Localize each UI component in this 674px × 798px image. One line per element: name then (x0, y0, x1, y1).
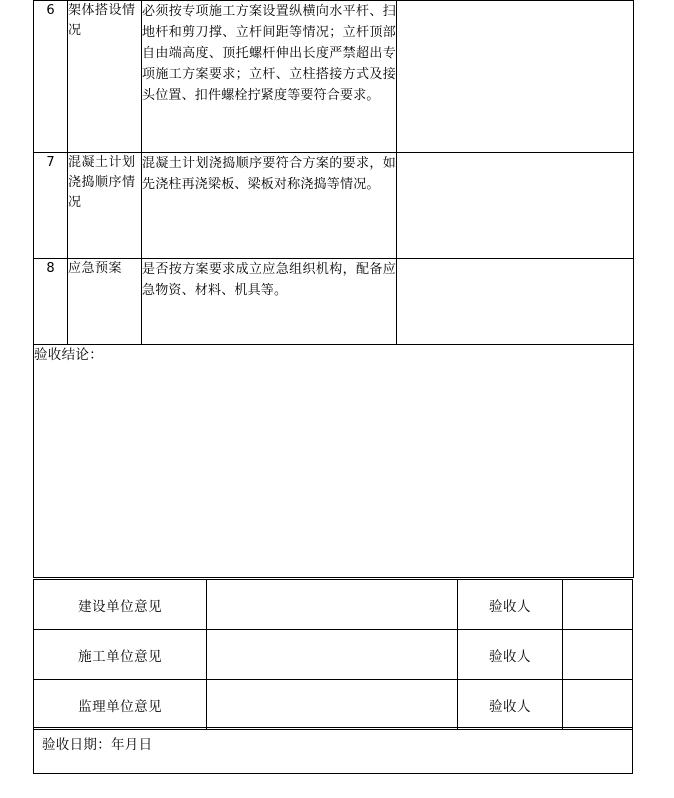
row-result[interactable] (397, 1, 634, 153)
signature-row (34, 630, 633, 680)
row-requirement: 是否按方案要求成立应急组织机构，配备应急物资、材料、机具等。 (142, 259, 397, 345)
table-row (34, 1, 634, 153)
row-number: 6 (34, 1, 68, 153)
signature-opinion-field[interactable] (207, 680, 457, 730)
signature-table (33, 579, 633, 730)
signature-row (34, 580, 633, 630)
row-item-name: 混凝土计划浇捣顺序情况 (68, 153, 142, 259)
row-result[interactable] (397, 153, 634, 259)
inspection-table (33, 0, 634, 578)
signature-field[interactable] (563, 680, 633, 730)
signature-opinion-field[interactable] (207, 580, 457, 630)
row-requirement: 必须按专项施工方案设置纵横向水平杆、扫地杆和剪刀撑、立杆间距等情况；立杆顶部自由端高度、顶托螺杆伸出长度严禁超出专项施工方案要求；立杆、立柱搭接方式及接头位置、扣件螺栓拧紧度等要符合要求。 (142, 1, 397, 153)
signature-field[interactable] (563, 580, 633, 630)
table-row (34, 153, 634, 259)
row-item-name: 架体搭设情况 (68, 1, 142, 153)
signature-opinion-field[interactable] (207, 630, 457, 680)
signature-person-label: 验收人 (457, 680, 563, 730)
signature-person-label: 验收人 (457, 630, 563, 680)
row-item-name: 应急预案 (68, 259, 142, 345)
conclusion-area[interactable] (34, 345, 634, 578)
signature-party-label: 监理单位意见 (34, 680, 207, 730)
signature-row (34, 680, 633, 730)
row-number: 8 (34, 259, 68, 345)
table-row (34, 259, 634, 345)
signature-party-label: 施工单位意见 (34, 630, 207, 680)
acceptance-date-label[interactable]: 验收日期：年月日 (34, 728, 633, 774)
row-result[interactable] (397, 259, 634, 345)
date-table (33, 727, 633, 774)
signature-party-label: 建设单位意见 (34, 580, 207, 630)
signature-field[interactable] (563, 630, 633, 680)
row-number: 7 (34, 153, 68, 259)
date-row (34, 728, 633, 774)
row-requirement: 混凝土计划浇捣顺序要符合方案的要求，如先浇柱再浇梁板、梁板对称浇捣等情况。 (142, 153, 397, 259)
conclusion-row (34, 345, 634, 578)
signature-person-label: 验收人 (457, 580, 563, 630)
conclusion-label: 验收结论： (34, 347, 103, 363)
